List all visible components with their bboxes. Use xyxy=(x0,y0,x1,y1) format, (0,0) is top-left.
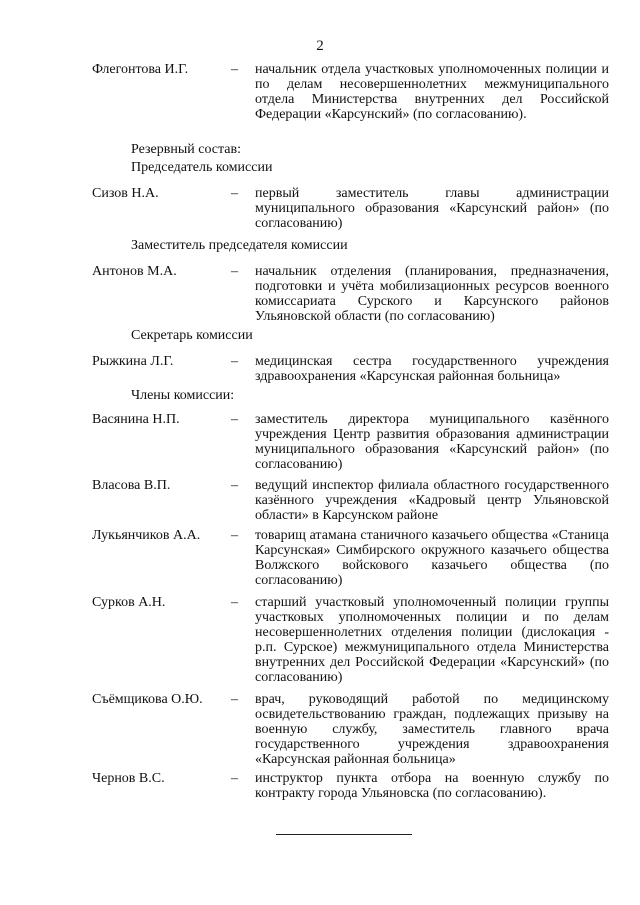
member-description: ведущий инспектор филиала областного государственного казённого учреждения «Кадровый центр Ульяновской области» в Карсунском районе xyxy=(255,478,609,523)
member-name: Чернов В.С. xyxy=(92,771,165,786)
members-heading: Члены комиссии: xyxy=(131,388,235,403)
chair-heading: Председатель комиссии xyxy=(131,160,273,175)
dash-separator: – xyxy=(231,412,238,427)
member-name: Сурков А.Н. xyxy=(92,595,166,610)
member-description: врач, руководящий работой по медицинскому освидетельствованию граждан, подлежащих призыву на военную службу, заместитель главного врача государственного учреждения здравоохранения «Карсунская районная больница» xyxy=(255,692,609,767)
member-description: старший участковый уполномоченный полиции группы участковых уполномоченных полиции и по делам несовершеннолетних отделения полиции (дислокация - р.п. Сурское) межмуниципального отдела Министерства внутренних дел Российской Федерации «Карсунский» (по согласованию) xyxy=(255,595,609,685)
member-name: Сизов Н.А. xyxy=(92,186,159,201)
member-description: начальник отдела участковых уполномоченных полиции и по делам несовершеннолетних межмуниципального отдела Министерства внутренних дел Российской Федерации «Карсунский» (по согласованию). xyxy=(255,62,609,122)
dash-separator: – xyxy=(231,186,238,201)
vice-chair-heading: Заместитель председателя комиссии xyxy=(131,238,348,253)
member-description: первый заместитель главы администрации муниципального образования «Карсунский район» (по согласованию) xyxy=(255,186,609,231)
member-name: Антонов М.А. xyxy=(92,264,177,279)
member-description: заместитель директора муниципального казённого учреждения Центр развития образования администрации муниципального образования «Карсунский район» (по согласованию) xyxy=(255,412,609,472)
dash-separator: – xyxy=(231,692,238,707)
member-description: инструктор пункта отбора на военную службу по контракту города Ульяновска (по согласованию). xyxy=(255,771,609,801)
end-rule xyxy=(276,834,412,835)
dash-separator: – xyxy=(231,771,238,786)
dash-separator: – xyxy=(231,264,238,279)
dash-separator: – xyxy=(231,478,238,493)
member-name: Васянина Н.П. xyxy=(92,412,180,427)
dash-separator: – xyxy=(231,595,238,610)
member-name: Власова В.П. xyxy=(92,478,171,493)
dash-separator: – xyxy=(231,62,238,77)
member-name: Рыжкина Л.Г. xyxy=(92,354,174,369)
member-name: Лукьянчиков А.А. xyxy=(92,528,201,543)
member-description: товарищ атамана станичного казачьего общества «Станица Карсунская» Симбирского окружного казачьего общества Волжского войскового казачьего общества (по согласованию) xyxy=(255,528,609,588)
reserve-heading: Резервный состав: xyxy=(131,142,242,157)
member-name: Флегонтова И.Г. xyxy=(92,62,189,77)
secretary-heading: Секретарь комиссии xyxy=(131,328,253,343)
member-name: Съёмщикова О.Ю. xyxy=(92,692,203,707)
member-description: начальник отделения (планирования, предназначения, подготовки и учёта мобилизационных ресурсов военного комиссариата Сурского и Карсунского районов Ульяновской области (по согласованию) xyxy=(255,264,609,324)
page-number: 2 xyxy=(316,38,324,54)
dash-separator: – xyxy=(231,354,238,369)
dash-separator: – xyxy=(231,528,238,543)
member-description: медицинская сестра государственного учреждения здравоохранения «Карсунская районная больница» xyxy=(255,354,609,384)
